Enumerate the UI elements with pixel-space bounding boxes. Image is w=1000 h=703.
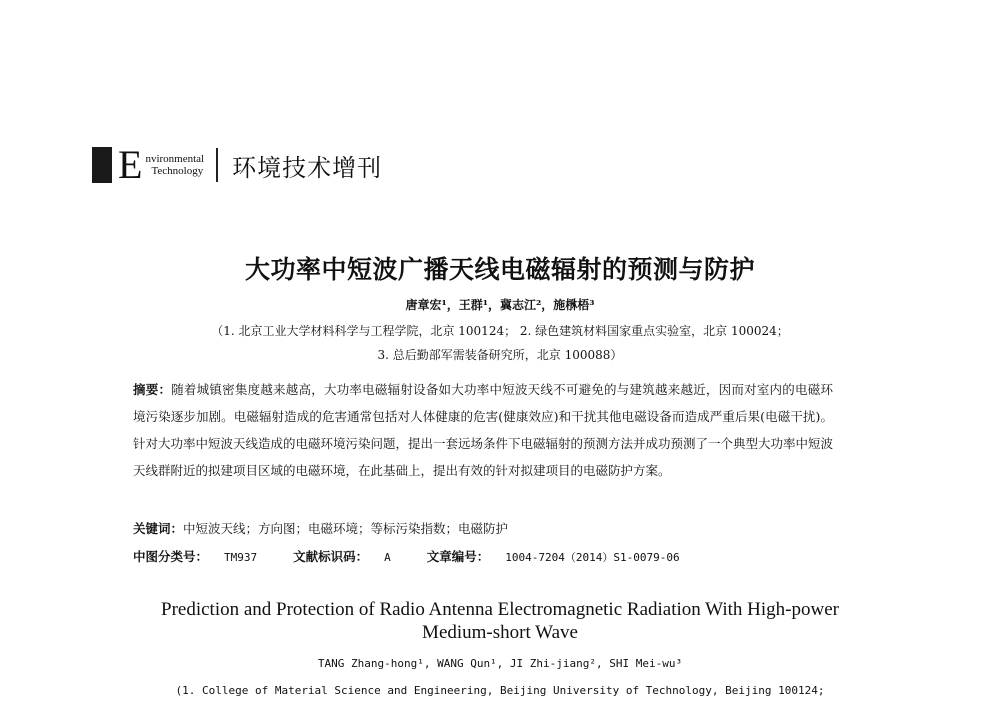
article-title-cn: 大功率中短波广播天线电磁辐射的预测与防护 [244, 255, 755, 284]
journal-logo-block [92, 147, 112, 183]
affiliation-en-line1: (1. College of Material Science and Engineering, Beijing University of Technology, Beijing 100124; [175, 684, 825, 697]
clc-label: 中图分类号： [133, 549, 209, 564]
doc-code-value: A [384, 551, 391, 564]
journal-logo-letter: E [118, 142, 143, 187]
keywords-text: 中短波天线；方向图；电磁环境；等标污染指数；电磁防护 [183, 521, 509, 536]
journal-english-line1: nvironmental [145, 153, 205, 165]
clc-value: TM937 [224, 551, 258, 564]
journal-english-line2: Technology [151, 165, 204, 177]
abstract-text: 随着城镇密集度越来越高，大功率电磁辐射设备如大功率中短波天线不可避免的与建筑越来越近，因而对室内的电磁环境污染逐步加剧。电磁辐射造成的危害通常包括对人体健康的危害(健康效应)和干扰其他电磁设备而造成严重后果(电磁干扰)。针对大功率中短波天线造成的电磁环境污染问题，提出一套远场条件下电磁辐射的预测方法并成功预测了一个典型大功率中短波天线群附近的拟建项目区域的电磁环境，在此基础上，提出有效的针对拟建项目的电磁防护方案。 [133, 382, 834, 478]
keywords-cn [133, 515, 833, 542]
affiliations-cn-line1: （1. 北京工业大学材料科学与工程学院，北京 100124； 2. 绿色建筑材料国家重点实验室，北京 100024； [211, 324, 789, 338]
article-title-en: Prediction and Protection of Radio Antenna Electromagnetic Radiation With High-power Medium-short Wave [161, 599, 839, 643]
journal-divider [216, 148, 218, 182]
doc-code-label: 文献标识码： [293, 549, 369, 564]
abstract-label: 摘要： [133, 382, 172, 397]
journal-chinese-name: 环境技术增刊 [232, 153, 383, 182]
affiliations-cn-line2: 3. 总后勤部军需装备研究所，北京 100088） [377, 348, 623, 362]
article-no-value: 1004-7204（2014）S1-0079-06 [505, 551, 680, 564]
journal-english-name [145, 153, 204, 177]
doc-code-field [293, 549, 407, 564]
abstract-cn [133, 376, 833, 484]
article-no-label: 文章编号： [426, 549, 490, 564]
authors-en: TANG Zhang-hong¹, WANG Qun¹, JI Zhi-jiang², SHI Mei-wu³ [317, 657, 683, 670]
clc-field [133, 549, 273, 564]
keywords-label: 关键词： [133, 521, 184, 536]
article-no-field [427, 549, 696, 564]
classification-row [133, 543, 833, 571]
authors-cn: 唐章宏¹，王群¹，冀志江²，施㮊梧³ [405, 298, 595, 312]
journal-header [92, 144, 382, 186]
